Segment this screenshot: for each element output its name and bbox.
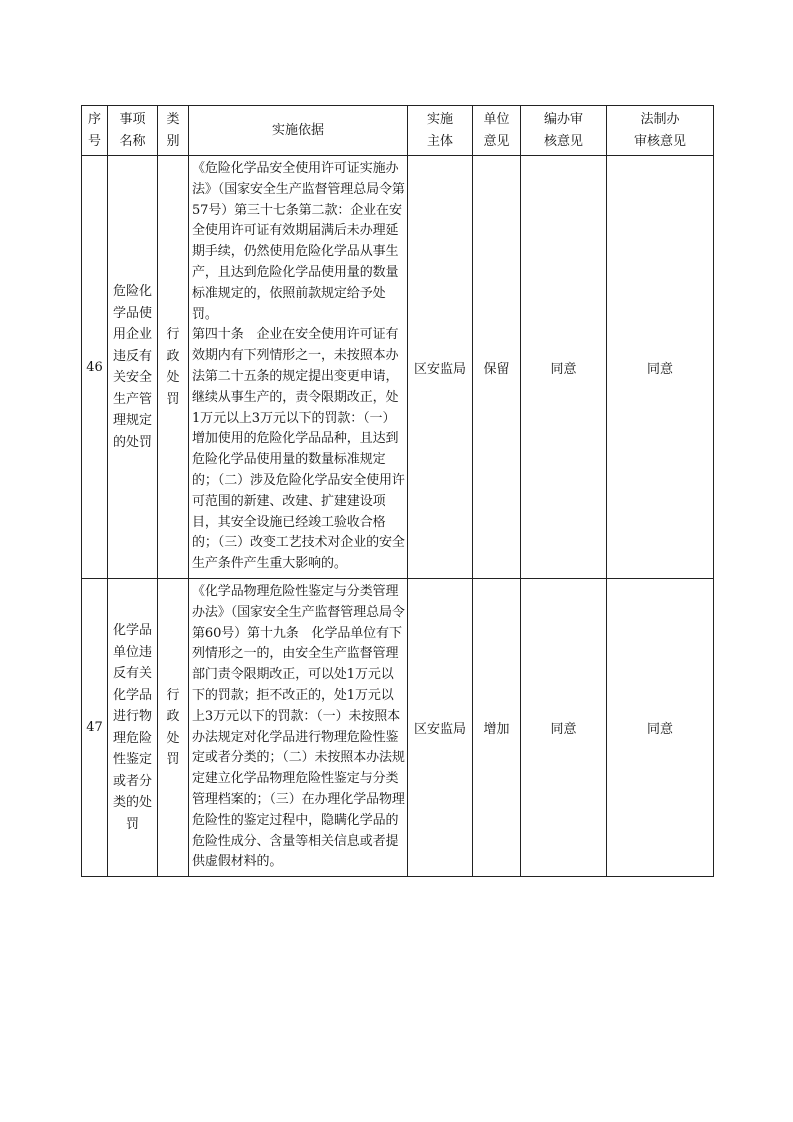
table-header-row [82,106,714,156]
row-seq: 47 [82,579,108,877]
row-basis [189,579,408,877]
type-line: 处 [166,370,180,385]
item-line: 生产管 [112,391,152,407]
header-staff-opinion [521,106,607,156]
row-type [158,156,189,579]
item-line: 理危险 [112,730,152,746]
header-text: 类 [166,112,180,127]
item-line: 的处罚 [112,434,152,450]
type-line: 处 [166,730,180,746]
table-row [82,579,714,877]
item-line: 罚 [125,816,139,832]
type-line: 政 [166,709,180,725]
header-type [158,106,189,156]
table-row [82,156,714,579]
row-basis [189,156,408,579]
item-line: 反有关 [112,666,152,682]
row-legal-opinion: 同意 [607,156,714,579]
header-text: 名称 [119,133,146,149]
header-basis: 实施依据 [189,106,408,156]
item-line: 单位违 [112,644,152,660]
item-line: 进行物 [112,709,152,725]
header-seq [82,106,108,156]
header-text: 审核意见 [633,133,686,149]
header-text: 核意见 [543,133,583,149]
row-legal-opinion: 同意 [607,579,714,877]
type-line: 政 [166,348,180,364]
item-line: 理规定 [112,413,152,428]
row-unit-opinion: 增加 [473,579,521,877]
basis-paragraph: 第四十条 企业在安全使用许可证有效期内有下列情形之一，未按照本办法第二十五条的规定提出变更申请，继续从事生产的，责令限期改正，处1万元以上3万元以下的罚款：（一）增加使用的危险化学品品种，且达到危险化学品使用量的数量标准规定的；（二）涉及危险化学品安全使用许可范围的新建、改建、扩建建设项目，其安全设施已经竣工验收合格的；（三）改变工艺技术对企业的安全生产条件产生重大影响的。 [192,327,405,572]
header-text: 序 [87,112,101,127]
type-line: 罚 [166,752,180,768]
item-line: 或者分 [112,773,152,789]
header-text: 事项 [119,112,146,127]
row-item-name [108,156,158,579]
row-unit-opinion: 保留 [473,156,521,579]
item-line: 化学品 [112,623,152,639]
header-unit-opinion [473,106,521,156]
type-line: 罚 [166,391,180,407]
row-type [158,579,189,877]
type-line: 行 [166,687,180,703]
header-item-name [108,106,158,156]
header-text: 别 [166,133,180,149]
header-text: 单位 [483,112,510,127]
item-line: 性鉴定 [112,752,152,768]
header-subject [408,106,473,156]
row-seq: 46 [82,156,108,579]
row-subject: 区安监局 [408,579,473,877]
item-line: 类的处 [112,795,152,811]
row-staff-opinion: 同意 [521,579,607,877]
row-item-name [108,579,158,877]
header-text: 号 [87,133,101,149]
basis-paragraph: 《危险化学品安全使用许可证实施办法》（国家安全生产监督管理总局令第57号）第三十七条第二款：企业在安全使用许可证有效期届满后未办理延期手续，仍然使用危险化学品从事生产，且达到危险化学品使用量的数量标准规定的，依照前款规定给予处罚。 [192,161,405,322]
item-line: 化学品 [112,687,152,703]
header-text: 法制办 [640,112,680,127]
item-line: 违反有 [112,348,152,364]
approval-table [81,105,714,877]
item-line: 学品使 [112,305,152,321]
row-subject: 区安监局 [408,156,473,579]
header-text: 编办审 [543,112,583,127]
header-text: 意见 [483,133,510,149]
item-line: 用企业 [112,327,152,342]
header-legal-opinion [607,106,714,156]
type-line: 行 [166,327,180,342]
header-text: 实施 [426,112,453,127]
item-line: 危险化 [112,284,152,299]
row-staff-opinion: 同意 [521,156,607,579]
basis-paragraph: 《化学品物理危险性鉴定与分类管理办法》（国家安全生产监督管理总局令第60号）第十九条 化学品单位有下列情形之一的，由安全生产监督管理部门责令限期改正，可以处1万元以下的罚款；拒不改正的，处1万元以上3万元以下的罚款：（一）未按照本办法规定对化学品进行物理危险性鉴定或者分类的；（二）未按照本办法规定建立化学品物理危险性鉴定与分类管理档案的；（三）在办理化学品物理危险性的鉴定过程中，隐瞒化学品的危险性成分、含量等相关信息或者提供虚假材料的。 [192,584,405,870]
header-text: 主体 [426,133,453,149]
item-line: 关安全 [112,370,152,385]
